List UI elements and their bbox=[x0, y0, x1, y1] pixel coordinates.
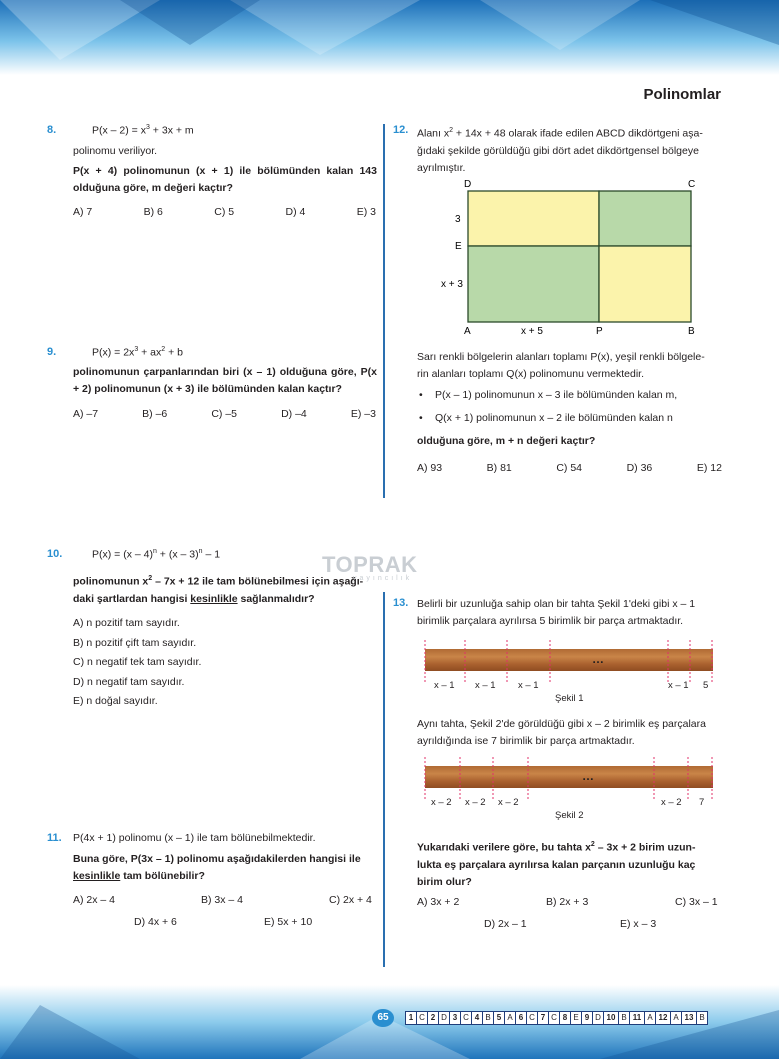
q12-rectangle-figure bbox=[430, 176, 710, 340]
q13-intro: Belirli bir uzunluğa sahip olan bir tahta Şekil 1'deki gibi x – 1 birimlik parçalara ayrılırsa 5 birimlik bir parça artmaktadır. bbox=[417, 598, 696, 627]
q10-option-a[interactable]: A) n pozitif tam sayıdır. bbox=[73, 617, 180, 629]
q12-option-b[interactable]: B) 81 bbox=[486, 462, 512, 474]
q9-option-d[interactable]: D) –4 bbox=[281, 408, 307, 420]
q10-equation: P(x) = (x – 4)$^n$ + (x – 3)$^n$ – 1 bbox=[92, 548, 221, 561]
q11-option-d[interactable]: D) 4x + 6 bbox=[134, 916, 177, 928]
q12-label-three: 3 bbox=[455, 214, 461, 225]
q13-fig2-label-1: x – 2 bbox=[431, 797, 452, 808]
key-num-9: 9 bbox=[582, 1012, 593, 1024]
q12-label-xplus3: x + 3 bbox=[441, 279, 463, 290]
q13-fig1-label-3: x – 1 bbox=[518, 680, 539, 691]
key-ans-10: B bbox=[619, 1012, 630, 1024]
q10-option-b[interactable]: B) n pozitif çift tam sayıdır. bbox=[73, 636, 197, 649]
q8-option-b[interactable]: B) 6 bbox=[143, 206, 163, 218]
q13-fig1-label-5: 5 bbox=[703, 680, 709, 691]
q10-option-e[interactable]: E) n doğal sayıdır. bbox=[73, 695, 158, 707]
header-banner bbox=[0, 0, 779, 75]
q8-options bbox=[73, 206, 376, 218]
q12-description: Sarı renkli bölgelerin alanları toplamı P(x), yeşil renkli bölgele- rin alanları toplamı Q(x) polinomunu vermektedir. bbox=[417, 351, 705, 380]
q13-fig2-label-3: x – 2 bbox=[498, 797, 519, 808]
q11-option-a[interactable]: A) 2x – 4 bbox=[73, 894, 116, 906]
q12-region-yellow-bottom-right bbox=[599, 246, 691, 322]
q9-equation: $P(x) = 2x^3 + ax^2 + b$ bbox=[92, 346, 183, 359]
key-ans-5: A bbox=[505, 1012, 516, 1024]
q12-option-d[interactable]: D) 36 bbox=[626, 462, 653, 474]
q12-option-a[interactable]: A) 93 bbox=[417, 462, 443, 474]
watermark-subtext: yayıncılık bbox=[353, 575, 413, 582]
key-ans-4: B bbox=[483, 1012, 494, 1024]
q9-option-b[interactable]: B) –6 bbox=[142, 408, 168, 420]
q10-number: 10. bbox=[47, 548, 63, 560]
q13-option-a[interactable]: A) 3x + 2 bbox=[417, 896, 460, 908]
q13-middle-text: Aynı tahta, Şekil 2'de görüldüğü gibi x – 2 birimlik eş parçalara ayrıldığında ise 7 birimlik bir parça artmaktadır. bbox=[417, 718, 706, 747]
q8-number: 8. bbox=[47, 124, 57, 136]
key-ans-2: D bbox=[439, 1012, 450, 1024]
key-num-12: 12 bbox=[656, 1012, 671, 1024]
key-num-11: 11 bbox=[630, 1012, 645, 1024]
q12-label-p: P bbox=[596, 326, 603, 337]
q12-label-e: E bbox=[455, 241, 462, 252]
q11-given: P(4x + 1) polinomu (x – 1) ile tam bölünebilmektedir. bbox=[73, 832, 316, 844]
q13-option-b[interactable]: B) 2x + 3 bbox=[546, 896, 589, 908]
q12-intro: Alanı $x^2 + 14x + 48$ olarak ifade edilen ABCD dikdörtgeni aşa- ğıdaki şekilde görüldüğü gibi dört adet dikdörtgensel bölgeye ayrılmıştır. bbox=[417, 127, 703, 174]
key-ans-6: C bbox=[527, 1012, 538, 1024]
q12-options bbox=[417, 462, 722, 474]
key-ans-8: E bbox=[571, 1012, 582, 1024]
key-num-4: 4 bbox=[472, 1012, 483, 1024]
q11-option-e[interactable]: E) 5x + 10 bbox=[264, 916, 313, 928]
q9-option-a[interactable]: A) –7 bbox=[73, 408, 99, 420]
key-num-2: 2 bbox=[428, 1012, 439, 1024]
q13-fig1-label-4: x – 1 bbox=[668, 680, 689, 691]
page-title: Polinomlar bbox=[643, 86, 721, 103]
q9-question: polinomunun çarpanlarından biri (x – 1) olduğuna göre, P(x + 2) polinomunun (x + 3) ile bölümünden kalan kaçtır? bbox=[73, 366, 377, 395]
key-num-8: 8 bbox=[560, 1012, 571, 1024]
column-divider-top bbox=[383, 124, 385, 498]
q13-question: Yukarıdaki verilere göre, bu tahta $x^2 - 3x + 2$ birim uzun- lukta eş parçalara ayrılırsa kalan parçanın uzunluğu kaç birim olur? bbox=[417, 841, 696, 888]
key-num-10: 10 bbox=[604, 1012, 619, 1024]
q8-question: P(x + 4) polinomunun (x + 1) ile bölümünden kalan 143 olduğuna göre, m değeri kaçtır? bbox=[73, 165, 377, 194]
q13-fig2-dots: … bbox=[582, 769, 594, 783]
q8-given: polinomu veriliyor. bbox=[73, 145, 158, 157]
key-num-7: 7 bbox=[538, 1012, 549, 1024]
q12-label-xplus5: x + 5 bbox=[521, 326, 543, 337]
key-ans-11: A bbox=[645, 1012, 656, 1024]
q8-option-d[interactable]: D) 4 bbox=[285, 206, 306, 218]
key-num-5: 5 bbox=[494, 1012, 505, 1024]
key-num-6: 6 bbox=[516, 1012, 527, 1024]
q12-label-d: D bbox=[464, 179, 472, 190]
q12-number: 12. bbox=[393, 124, 409, 136]
q11-option-b[interactable]: B) 3x – 4 bbox=[201, 894, 244, 906]
q8-option-e[interactable]: E) 3 bbox=[356, 206, 376, 218]
q10-option-c[interactable]: C) n negatif tek tam sayıdır. bbox=[73, 656, 202, 668]
q9-options bbox=[73, 408, 376, 420]
q11-option-c[interactable]: C) 2x + 4 bbox=[329, 894, 372, 906]
q13-fig1-label-2: x – 1 bbox=[475, 680, 496, 691]
q12-label-b: B bbox=[688, 326, 695, 337]
q13-fig2-label-5: 7 bbox=[699, 797, 705, 808]
q8-option-a[interactable]: A) 7 bbox=[73, 206, 93, 218]
key-ans-7: C bbox=[549, 1012, 560, 1024]
q12-bullet-1: • P(x – 1) polinomunun x – 3 ile bölümünden kalan m, bbox=[435, 389, 677, 401]
q12-region-green-bottom-left bbox=[468, 246, 599, 322]
q12-bullet-2: • Q(x + 1) polinomunun x – 2 ile bölümünden kalan n bbox=[435, 412, 673, 424]
q13-fig2-caption: Şekil 2 bbox=[555, 810, 584, 821]
q13-fig1-label-1: x – 1 bbox=[434, 680, 455, 691]
q12-label-c: C bbox=[688, 179, 696, 190]
q13-fig2-label-4: x – 2 bbox=[661, 797, 682, 808]
key-num-3: 3 bbox=[450, 1012, 461, 1024]
q13-fig1-dots: … bbox=[592, 652, 604, 666]
key-num-13: 13 bbox=[682, 1012, 697, 1024]
q12-label-a: A bbox=[464, 326, 471, 337]
q11-question: Buna göre, P(3x – 1) polinomu aşağıdakilerden hangisi ile kesinlikle tam bölünebilir? bbox=[73, 853, 361, 882]
q10-option-d[interactable]: D) n negatif tam sayıdır. bbox=[73, 675, 185, 688]
q13-fig1-caption: Şekil 1 bbox=[555, 693, 584, 704]
q8-option-c[interactable]: C) 5 bbox=[214, 206, 235, 218]
key-num-1: 1 bbox=[406, 1012, 417, 1024]
q12-option-e[interactable]: E) 12 bbox=[696, 462, 722, 474]
key-ans-9: D bbox=[593, 1012, 604, 1024]
watermark-logo: TOPRAK bbox=[322, 552, 418, 577]
key-ans-1: C bbox=[417, 1012, 428, 1024]
q9-option-c[interactable]: C) –5 bbox=[211, 408, 238, 420]
q13-option-e[interactable]: E) x – 3 bbox=[620, 918, 657, 930]
q12-question: olduğuna göre, m + n değeri kaçtır? bbox=[417, 435, 596, 447]
q10-question: polinomunun $x^2 - 7x + 12$ ile tam bölünebilmesi için aşağı- daki şartlardan hangisi kesinlikle sağlanmalıdır? bbox=[73, 575, 364, 605]
q13-option-d[interactable]: D) 2x – 1 bbox=[484, 918, 527, 930]
q12-option-c[interactable]: C) 54 bbox=[556, 462, 583, 474]
key-ans-12: A bbox=[671, 1012, 682, 1024]
q12-region-green-top-right bbox=[599, 191, 691, 246]
key-ans-13: B bbox=[699, 1013, 705, 1022]
q13-number: 13. bbox=[393, 597, 409, 609]
q13-option-c[interactable]: C) 3x – 1 bbox=[675, 896, 718, 908]
q9-option-e[interactable]: E) –3 bbox=[350, 408, 376, 420]
q10-options bbox=[73, 614, 201, 712]
q12-region-yellow-top-left bbox=[468, 191, 599, 246]
answer-key bbox=[405, 1011, 708, 1025]
q8-equation: $P(x - 2) = x^3 + 3x + m$ bbox=[92, 124, 194, 137]
page-number: 65 bbox=[372, 1009, 394, 1027]
column-divider-bottom bbox=[383, 592, 385, 967]
q11-number: 11. bbox=[47, 832, 62, 844]
key-ans-3: C bbox=[461, 1012, 472, 1024]
q13-fig2-label-2: x – 2 bbox=[465, 797, 486, 808]
q9-number: 9. bbox=[47, 346, 57, 358]
